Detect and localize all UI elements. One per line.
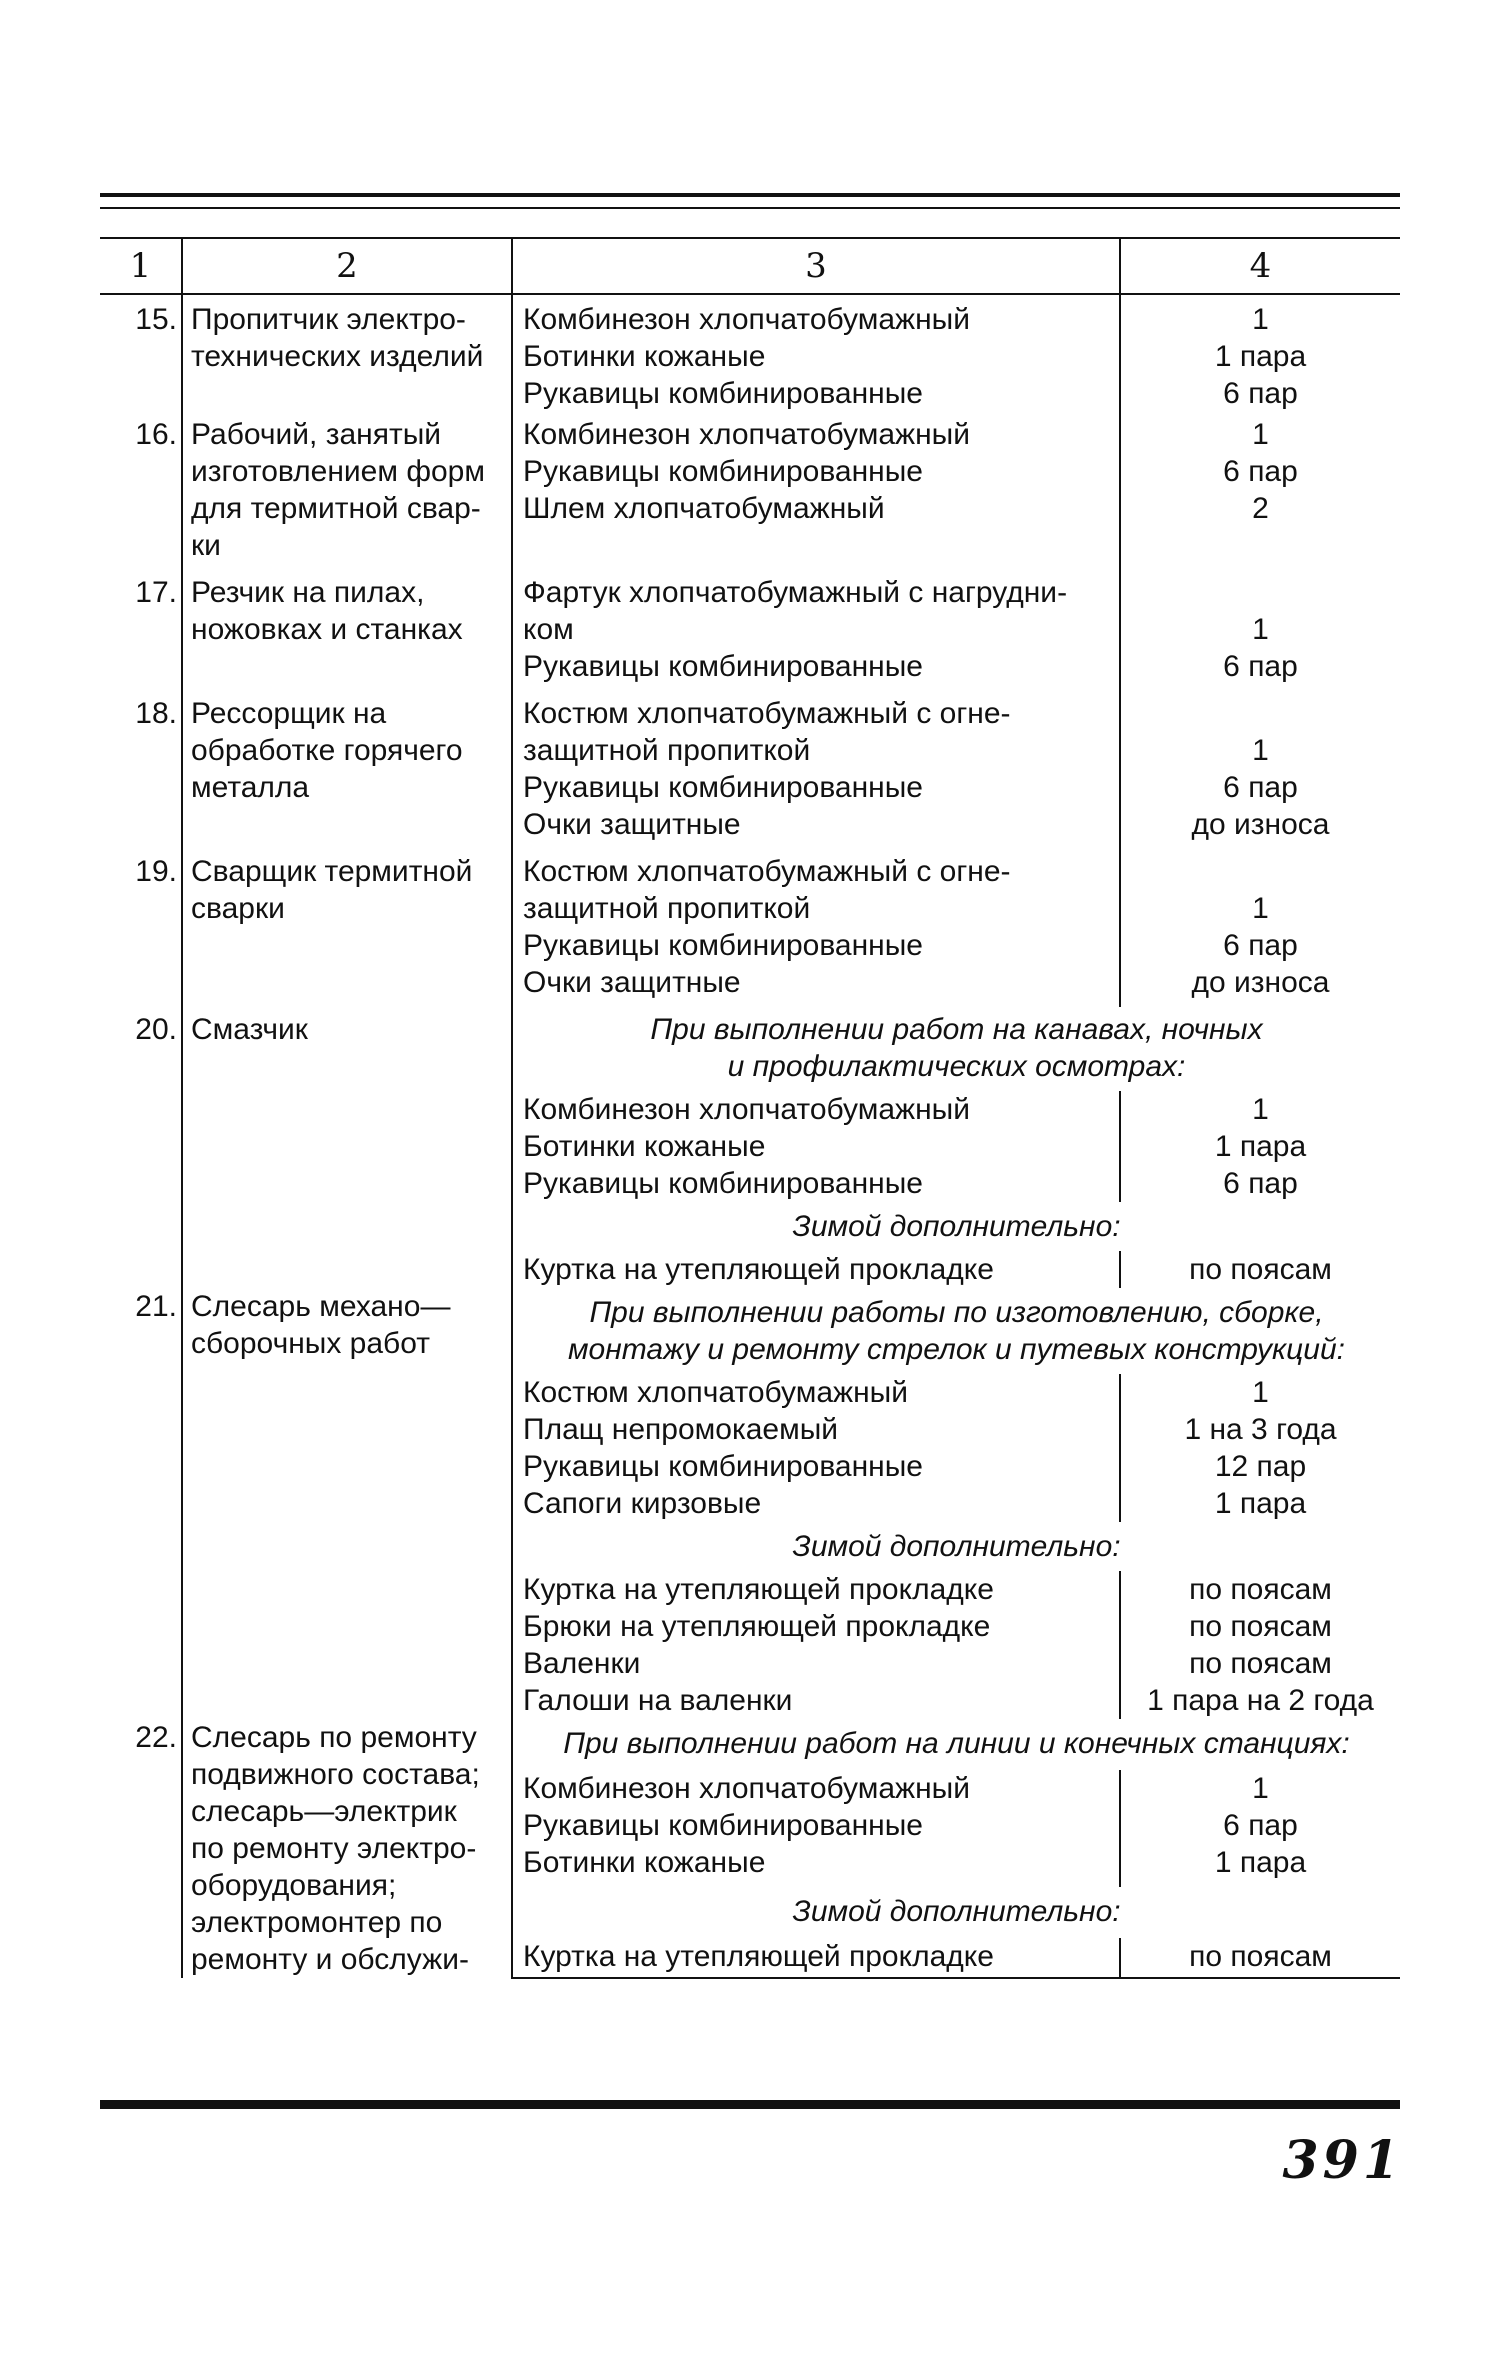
equipment-item: Шлем хлопчатобумажный	[523, 492, 885, 525]
quantity-cell	[1120, 1374, 1400, 1522]
profession-line: по ремонту электро-	[191, 1832, 477, 1865]
condition-heading	[512, 1007, 1400, 1091]
row-number: 19.	[135, 855, 177, 888]
quantity-value: 1 пара	[1214, 1130, 1307, 1163]
quantity-spacer	[1121, 853, 1400, 890]
condition-line: При выполнении работы по изготовлению, сборке,	[589, 1296, 1324, 1329]
profession-line: Пропитчик электро-	[191, 303, 466, 336]
profession-cell	[182, 1288, 512, 1719]
equipment-item: Костюм хлопчатобумажный с огне-	[523, 697, 1011, 730]
quantity-value: 1	[1252, 1772, 1269, 1806]
quantity-value: 1	[1252, 1093, 1269, 1126]
quantity-cell	[1120, 1251, 1400, 1288]
quantity-value: 6 пар	[1223, 771, 1298, 804]
condition-heading	[512, 1719, 1400, 1770]
page-number: 391	[1282, 2130, 1403, 2191]
quantity-value: 2	[1252, 492, 1269, 525]
profession-line: ножовках и станках	[191, 613, 463, 646]
table-row	[100, 1007, 1400, 1091]
quantity-cell	[1120, 849, 1400, 1007]
condition-line: При выполнении работ на канавах, ночных	[650, 1013, 1263, 1046]
equipment-item: Рукавицы комбинированные	[523, 1167, 923, 1200]
profession-line: ки	[191, 529, 221, 562]
profession-cell	[182, 412, 512, 570]
winter-heading: Зимой дополнительно:	[792, 1210, 1121, 1243]
profession-line: сборочных работ	[191, 1327, 430, 1360]
equipment-cell	[512, 412, 1120, 570]
row-number: 22.	[135, 1721, 177, 1754]
quantity-spacer	[1121, 695, 1400, 732]
equipment-item: Костюм хлопчатобумажный	[523, 1376, 908, 1409]
equipment-item: ком	[523, 613, 574, 646]
row-number: 18.	[135, 697, 177, 730]
profession-line: изготовлением форм	[191, 455, 485, 488]
equipment-item: Рукавицы комбинированные	[523, 771, 923, 804]
equipment-item: Рукавицы комбинированные	[523, 1809, 923, 1843]
equipment-item: Рукавицы комбинированные	[523, 455, 923, 488]
quantity-value: 1 пара	[1214, 1487, 1307, 1520]
quantity-cell	[1120, 294, 1400, 412]
quantity-value: 6 пар	[1223, 929, 1298, 962]
table-row	[100, 1719, 1400, 1770]
profession-line: Слесарь по ремонту	[191, 1721, 477, 1754]
table-row	[100, 412, 1400, 570]
equipment-cell	[512, 1374, 1120, 1522]
profession-line: металла	[191, 771, 310, 804]
equipment-cell	[512, 1091, 1120, 1202]
equipment-item: Куртка на утепляющей прокладке	[523, 1573, 994, 1606]
quantity-cell	[1120, 570, 1400, 691]
quantity-value: до износа	[1191, 808, 1330, 841]
quantity-value: 6 пар	[1223, 650, 1298, 683]
equipment-cell	[512, 1251, 1120, 1288]
equipment-cell	[512, 294, 1120, 412]
equipment-item: Рукавицы комбинированные	[523, 929, 923, 962]
quantity-value: 1	[1252, 613, 1269, 646]
top-rule-thick	[100, 193, 1400, 197]
quantity-value: 12 пар	[1214, 1450, 1307, 1483]
quantity-value: 1	[1252, 1376, 1269, 1409]
column-header-3: 3	[512, 238, 1120, 294]
equipment-cell	[512, 1571, 1120, 1719]
quantity-value: по поясам	[1189, 1573, 1332, 1606]
equipment-item: Ботинки кожаные	[523, 340, 766, 373]
equipment-item: Комбинезон хлопчатобумажный	[523, 418, 970, 451]
column-header-4: 4	[1120, 238, 1400, 294]
equipment-item: Фартук хлопчатобумажный с нагрудни-	[523, 576, 1068, 609]
quantity-value: 1 пара	[1214, 340, 1307, 373]
table-row	[100, 570, 1400, 691]
quantity-value: 6 пар	[1223, 1809, 1298, 1843]
profession-line: Смазчик	[191, 1013, 308, 1046]
equipment-item: Очки защитные	[523, 808, 741, 841]
equipment-item: Рукавицы комбинированные	[523, 377, 923, 410]
equipment-item: Ботинки кожаные	[523, 1130, 766, 1163]
quantity-value: по поясам	[1189, 1610, 1332, 1643]
profession-line: оборудования;	[191, 1869, 397, 1902]
quantity-value: 6 пар	[1223, 1167, 1298, 1200]
equipment-item: Комбинезон хлопчатобумажный	[523, 303, 970, 336]
protective-equipment-table	[100, 237, 1400, 1979]
quantity-value: до износа	[1191, 966, 1330, 999]
profession-line: технических изделий	[191, 340, 484, 373]
top-rule-thin	[100, 207, 1400, 209]
profession-line: Рессорщик на	[191, 697, 387, 730]
equipment-item: защитной пропиткой	[523, 734, 811, 767]
profession-cell	[182, 570, 512, 691]
quantity-cell	[1120, 412, 1400, 570]
condition-heading	[512, 1288, 1400, 1374]
equipment-item: Куртка на утепляющей прокладке	[523, 1253, 994, 1286]
quantity-value: 1 пара на 2 года	[1147, 1684, 1374, 1717]
table-row	[100, 849, 1400, 1007]
quantity-value: 1	[1252, 734, 1269, 767]
quantity-value: 1	[1252, 892, 1269, 925]
row-number: 16.	[135, 418, 177, 451]
profession-line: слесарь—электрик	[191, 1795, 457, 1828]
equipment-item: Куртка на утепляющей прокладке	[523, 1940, 994, 1974]
profession-line: электромонтер по	[191, 1906, 443, 1939]
column-header-2: 2	[182, 238, 512, 294]
row-number: 17.	[135, 576, 177, 609]
equipment-item: Комбинезон хлопчатобумажный	[523, 1772, 970, 1806]
quantity-cell	[1120, 1770, 1400, 1886]
table-header-row	[100, 238, 1400, 294]
equipment-item: Рукавицы комбинированные	[523, 1450, 923, 1483]
table-row	[100, 691, 1400, 849]
equipment-cell	[512, 691, 1120, 849]
equipment-cell	[512, 570, 1120, 691]
equipment-item: защитной пропиткой	[523, 892, 811, 925]
equipment-cell	[512, 1938, 1120, 1978]
profession-line: Слесарь механо—	[191, 1290, 451, 1323]
winter-heading: Зимой дополнительно:	[792, 1530, 1121, 1563]
profession-line: для термитной свар-	[191, 492, 481, 525]
quantity-value: 1	[1252, 418, 1269, 451]
quantity-value: 6 пар	[1223, 455, 1298, 488]
equipment-cell	[512, 849, 1120, 1007]
winter-heading: Зимой дополнительно:	[792, 1894, 1121, 1928]
quantity-cell	[1120, 1938, 1400, 1978]
profession-line: Рабочий, занятый	[191, 418, 442, 451]
profession-cell	[182, 691, 512, 849]
row-number: 20.	[135, 1013, 177, 1046]
column-header-1: 1	[100, 238, 182, 294]
profession-line: Сварщик термитной	[191, 855, 473, 888]
quantity-cell	[1120, 1571, 1400, 1719]
table-row	[100, 294, 1400, 412]
condition-line: монтажу и ремонту стрелок и путевых конструкций:	[567, 1333, 1345, 1366]
equipment-item: Сапоги кирзовые	[523, 1487, 762, 1520]
profession-line: сварки	[191, 892, 285, 925]
quantity-spacer	[1121, 574, 1400, 611]
row-number: 15.	[135, 303, 177, 336]
quantity-cell	[1120, 1091, 1400, 1202]
equipment-cell	[512, 1770, 1120, 1886]
quantity-value: 6 пар	[1223, 377, 1298, 410]
condition-line: и профилактических осмотрах:	[727, 1050, 1186, 1083]
profession-line: подвижного состава;	[191, 1758, 480, 1791]
equipment-item: Брюки на утепляющей прокладке	[523, 1610, 991, 1643]
equipment-item: Костюм хлопчатобумажный с огне-	[523, 855, 1011, 888]
quantity-value: по поясам	[1189, 1940, 1332, 1974]
equipment-item: Ботинки кожаные	[523, 1846, 766, 1880]
equipment-item: Очки защитные	[523, 966, 741, 999]
profession-cell	[182, 849, 512, 1007]
profession-line: обработке горячего	[191, 734, 463, 767]
profession-cell	[182, 1007, 512, 1288]
quantity-value: 1 пара	[1214, 1846, 1307, 1880]
equipment-item: Валенки	[523, 1647, 641, 1680]
bottom-rule	[100, 2100, 1400, 2109]
row-number: 21.	[135, 1290, 177, 1323]
equipment-item: Галоши на валенки	[523, 1684, 793, 1717]
quantity-value: по поясам	[1189, 1647, 1332, 1680]
quantity-value: 1 на 3 года	[1184, 1413, 1337, 1446]
equipment-item: Комбинезон хлопчатобумажный	[523, 1093, 970, 1126]
profession-cell	[182, 294, 512, 412]
quantity-value: 1	[1252, 303, 1269, 336]
profession-line: Резчик на пилах,	[191, 576, 425, 609]
table-row	[100, 1288, 1400, 1374]
profession-cell	[182, 1719, 512, 1978]
profession-line: ремонту и обслужи-	[191, 1943, 469, 1976]
equipment-item: Рукавицы комбинированные	[523, 650, 923, 683]
quantity-cell	[1120, 691, 1400, 849]
condition-line: При выполнении работ на линии и конечных станциях:	[563, 1727, 1350, 1760]
quantity-value: по поясам	[1189, 1253, 1332, 1286]
equipment-item: Плащ непромокаемый	[523, 1413, 839, 1446]
